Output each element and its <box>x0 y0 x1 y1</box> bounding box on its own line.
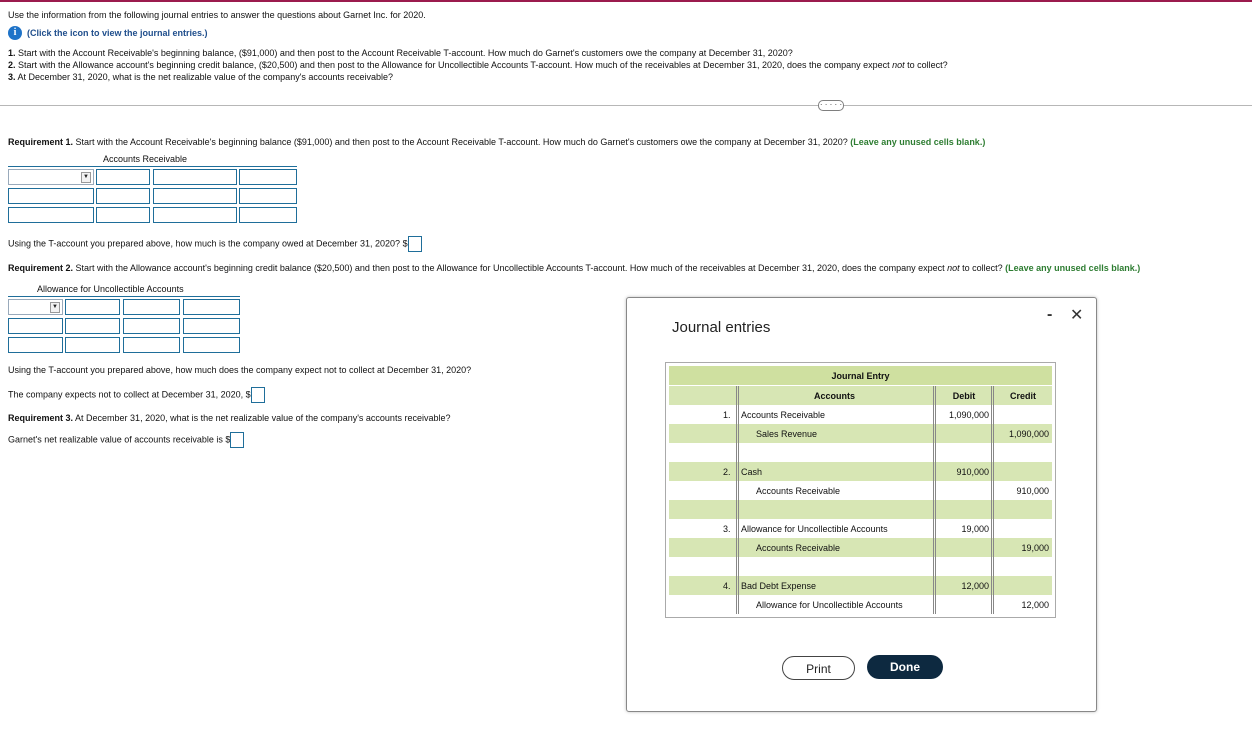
ar-account-dropdown[interactable] <box>8 169 94 185</box>
credit-account: Sales Revenue <box>756 429 818 439</box>
net-realizable-value-input[interactable] <box>230 432 244 448</box>
requirement-1-text: Start with the Account Receivable's beginning balance ($91,000) and then post to the Account Receivable T-account. How much do Garnet's customers owe the company at December 31, 2020? <box>73 137 848 147</box>
top-accent-line <box>0 0 1252 2</box>
table-title: Journal Entry <box>831 371 890 381</box>
credit-amount: 12,000 <box>1021 600 1049 610</box>
column-rule <box>738 386 739 614</box>
requirement-1-label: Requirement 1. <box>8 137 74 147</box>
column-rule <box>935 386 936 614</box>
allow-debit-amount-3[interactable] <box>65 337 120 353</box>
requirement-2-tail: to collect? <box>959 263 1003 273</box>
spacer-row <box>669 500 1052 519</box>
section-divider <box>0 105 1252 106</box>
ar-credit-amount-1[interactable] <box>239 169 297 185</box>
question-2 <box>8 60 948 70</box>
question-2-tail: to collect? <box>904 60 948 70</box>
allow-credit-account-3[interactable] <box>123 337 180 353</box>
allow-debit-amount-2[interactable] <box>65 318 120 334</box>
allow-credit-account-1[interactable] <box>123 299 180 315</box>
requirement-2-not: not <box>947 263 960 273</box>
journal-entries-dialog <box>626 297 1097 712</box>
debit-header: Debit <box>952 391 976 401</box>
ar-debit-amount-3[interactable] <box>96 207 150 223</box>
allow-credit-amount-2[interactable] <box>183 318 240 334</box>
entry-number: 2. <box>723 467 731 477</box>
requirement-3-label: Requirement 3. <box>8 413 74 423</box>
ar-credit-account-3[interactable] <box>153 207 237 223</box>
ar-debit-amount-2[interactable] <box>96 188 150 204</box>
table-header-row <box>669 386 1052 405</box>
allow-debit-account-2[interactable] <box>8 318 63 334</box>
print-button[interactable]: Print <box>782 656 855 680</box>
taccount-top-rule <box>8 296 240 297</box>
requirement-1-question-text: Using the T-account you prepared above, how much is the company owed at December 31, 2020? $ <box>8 238 408 249</box>
accounts-header: Accounts <box>813 391 855 401</box>
taccount-top-rule <box>8 166 297 167</box>
allow-credit-amount-3[interactable] <box>183 337 240 353</box>
spacer-row <box>669 443 1052 462</box>
debit-amount: 19,000 <box>961 524 989 534</box>
question-2-text: Start with the Allowance account's beginning credit balance, ($20,500) and then post to the Allowance for Uncollectible Accounts T-account. How much of the receivables at December 31, 2020, does the company expect <box>18 60 893 70</box>
credit-amount: 910,000 <box>1016 486 1049 496</box>
uncollectible-amount-input[interactable] <box>251 387 265 403</box>
ar-debit-account-2[interactable] <box>8 188 94 204</box>
table-title-row <box>669 366 1052 385</box>
question-1-text: Start with the Account Receivable's beginning balance, ($91,000) and then post to the Account Receivable T-account. How much do Garnet's customers owe the company at December 31, 2020? <box>18 48 793 58</box>
credit-amount: 19,000 <box>1021 543 1049 553</box>
question-2-number: 2. <box>8 60 16 70</box>
requirement-2-label: Requirement 2. <box>8 263 74 273</box>
allowance-taccount-title: Allowance for Uncollectible Accounts <box>37 284 184 294</box>
question-3-number: 3. <box>8 72 16 82</box>
chevron-down-icon[interactable]: ▼ <box>50 302 60 313</box>
credit-account: Allowance for Uncollectible Accounts <box>756 600 903 610</box>
debit-account: Cash <box>741 467 763 477</box>
credit-account: Accounts Receivable <box>756 543 841 553</box>
ar-debit-account-3[interactable] <box>8 207 94 223</box>
credit-amount: 1,090,000 <box>1008 429 1049 439</box>
requirement-3-answer <box>8 432 244 448</box>
column-rule <box>736 386 737 614</box>
entry-number: 1. <box>723 410 731 420</box>
expand-more-button[interactable]: · · · · · <box>819 100 843 109</box>
requirement-1-hint: (Leave any unused cells blank.) <box>847 137 986 147</box>
column-rule <box>933 386 934 614</box>
view-journal-link[interactable]: (Click the icon to view the journal entries.) <box>27 28 208 38</box>
requirement-2-hint: (Leave any unused cells blank.) <box>1002 263 1141 273</box>
allow-credit-account-2[interactable] <box>123 318 180 334</box>
requirement-2-heading <box>8 263 1140 273</box>
requirement-2-text: Start with the Allowance account's beginning credit balance ($20,500) and then post to the Allowance for Uncollectible Accounts T-account. How much of the receivables at December 31, 2020, does the company expect <box>73 263 948 273</box>
column-rule <box>993 386 994 614</box>
table-row <box>669 462 1052 481</box>
requirement-1-question <box>8 236 422 252</box>
question-1 <box>8 48 793 58</box>
debit-account: Allowance for Uncollectible Accounts <box>741 524 888 534</box>
debit-amount: 910,000 <box>956 467 989 477</box>
requirement-2-answer-text: The company expects not to collect at December 31, 2020, $ <box>8 389 251 400</box>
table-row <box>669 405 1052 424</box>
question-3 <box>8 72 393 82</box>
question-1-number: 1. <box>8 48 16 58</box>
intro-text: Use the information from the following journal entries to answer the questions about Garnet Inc. for 2020. <box>8 10 426 20</box>
table-row <box>669 576 1052 595</box>
journal-entry-table <box>665 362 1056 618</box>
requirement-3-answer-text: Garnet's net realizable value of accounts receivable is $ <box>8 434 231 445</box>
table-row <box>669 481 1052 500</box>
info-icon[interactable]: i <box>8 26 22 40</box>
ar-credit-account-2[interactable] <box>153 188 237 204</box>
credit-account: Accounts Receivable <box>756 486 841 496</box>
entry-number: 3. <box>723 524 731 534</box>
allow-debit-account-3[interactable] <box>8 337 63 353</box>
credit-header: Credit <box>1009 391 1036 401</box>
ar-credit-account-1[interactable] <box>153 169 237 185</box>
debit-amount: 12,000 <box>961 581 989 591</box>
ar-debit-amount-1[interactable] <box>96 169 150 185</box>
allowance-account-dropdown[interactable] <box>8 299 63 315</box>
ar-credit-amount-3[interactable] <box>239 207 297 223</box>
requirement-1-heading <box>8 137 985 147</box>
accounts-receivable-taccount-title: Accounts Receivable <box>103 154 188 164</box>
table-row <box>669 595 1052 614</box>
debit-account: Accounts Receivable <box>741 410 826 420</box>
allow-credit-amount-1[interactable] <box>183 299 240 315</box>
table-row <box>669 424 1052 443</box>
entry-number: 4. <box>723 581 731 591</box>
ar-balance-input[interactable] <box>408 236 422 252</box>
table-row <box>669 519 1052 538</box>
allow-debit-amount-1[interactable] <box>65 299 120 315</box>
question-2-not: not <box>892 60 905 70</box>
question-3-text: At December 31, 2020, what is the net realizable value of the company's accounts receivable? <box>17 72 393 82</box>
chevron-down-icon[interactable]: ▼ <box>81 172 91 183</box>
done-button[interactable]: Done <box>867 655 943 679</box>
spacer-row <box>669 557 1052 576</box>
column-rule <box>991 386 992 614</box>
debit-account: Bad Debt Expense <box>741 581 817 591</box>
minimize-icon[interactable]: - <box>1047 306 1053 323</box>
requirement-2-answer <box>8 387 265 403</box>
requirement-3-heading <box>8 413 450 423</box>
ar-credit-amount-2[interactable] <box>239 188 297 204</box>
close-icon[interactable]: ✕ <box>1070 307 1084 324</box>
table-row <box>669 538 1052 557</box>
dialog-title: Journal entries <box>672 319 771 336</box>
debit-amount: 1,090,000 <box>948 410 989 420</box>
requirement-3-text: At December 31, 2020, what is the net realizable value of the company's accounts receivable? <box>73 413 451 423</box>
requirement-2-question: Using the T-account you prepared above, how much does the company expect not to collect at December 31, 2020? <box>8 365 472 375</box>
